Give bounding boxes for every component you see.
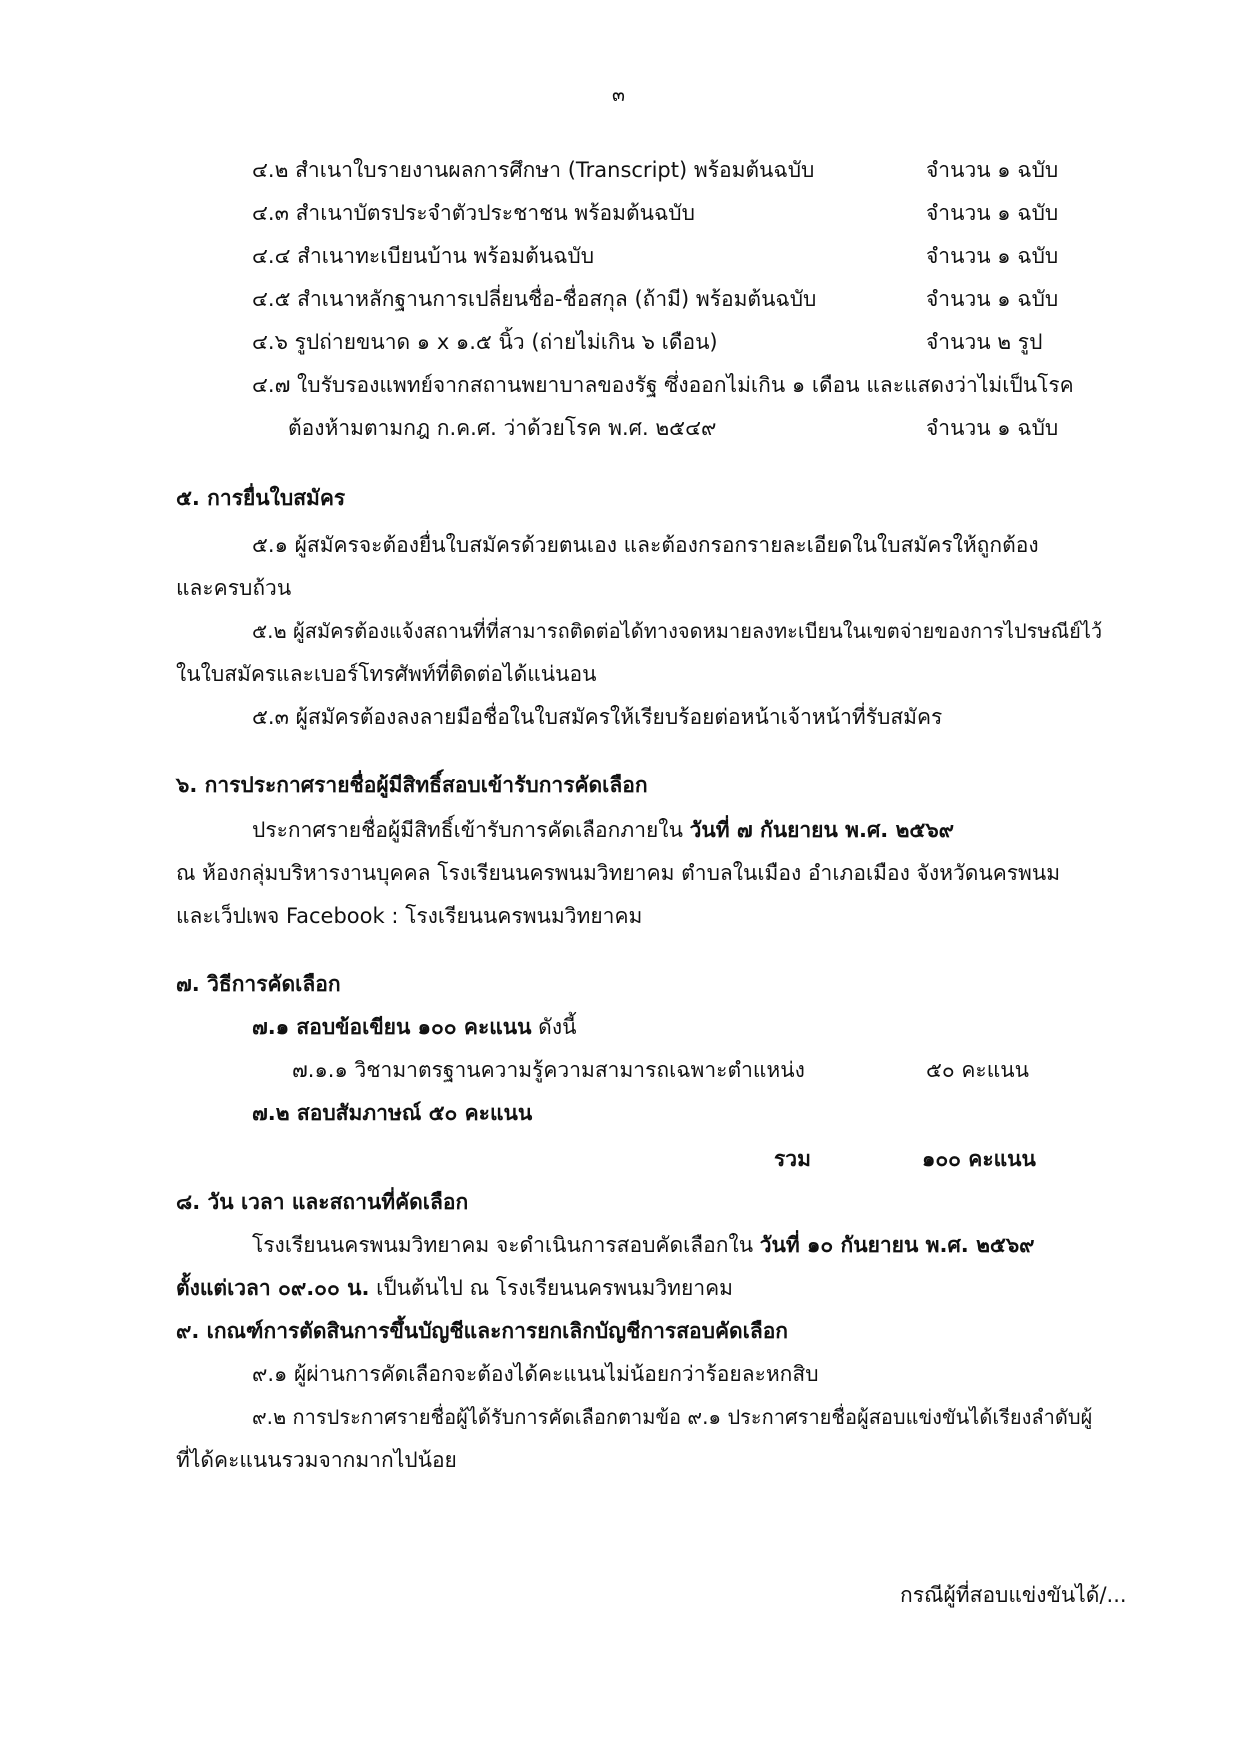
section-5-3: ๕.๓ ผู้สมัครต้องลงลายมือชื่อในใบสมัครให้เรียบร้อยต่อหน้าเจ้าหน้าที่รับสมัคร [252, 705, 943, 729]
section-7-1 [252, 1012, 576, 1042]
section-8-line1 [252, 1230, 1035, 1260]
section-7-2: ๗.๒ สอบสัมภาษณ์ ๕๐ คะแนน [252, 1101, 533, 1125]
section-7-1-title: ๗.๑ สอบข้อเขียน ๑๐๐ คะแนน [252, 1015, 532, 1039]
section-6-line3: และเว็ปเพจ Facebook : โรงเรียนนครพนมวิทยาคม [176, 904, 643, 928]
total-label: รวม [774, 1147, 811, 1171]
item-4-7-line2: ต้องห้ามตามกฎ ก.ค.ศ. ว่าด้วยโรค พ.ศ. ๒๕๔๙ [288, 416, 717, 440]
item-4-7-line1: ๔.๗ ใบรับรองแพทย์จากสถานพยาบาลของรัฐ ซึ่งออกไม่เกิน ๑ เดือน และแสดงว่าไม่เป็นโรค [252, 373, 1074, 397]
section-9-1: ๙.๑ ผู้ผ่านการคัดเลือกจะต้องได้คะแนนไม่น้อยกว่าร้อยละหกสิบ [252, 1362, 819, 1386]
section-5-1-line1: ๕.๑ ผู้สมัครจะต้องยื่นใบสมัครด้วยตนเอง และต้องกรอกรายละเอียดในใบสมัครให้ถูกต้อง [252, 533, 1039, 557]
exam-date: วันที่ ๑๐ กันยายน พ.ศ. ๒๕๖๙ [759, 1233, 1035, 1257]
item-4-4: ๔.๔ สำเนาทะเบียนบ้าน พร้อมต้นฉบับ [252, 244, 595, 268]
section-5-heading: ๕. การยื่นใบสมัคร [176, 486, 346, 510]
item-4-6-qty: จำนวน ๒ รูป [926, 330, 1043, 354]
continuation-note: กรณีผู้ที่สอบแข่งขันได้/... [900, 1583, 1127, 1607]
exam-time: ตั้งแต่เวลา ๐๙.๐๐ น. [176, 1276, 370, 1300]
item-4-7-qty: จำนวน ๑ ฉบับ [926, 416, 1059, 440]
page-number: ๓ [612, 84, 625, 106]
section-8-line2 [176, 1273, 733, 1303]
section-9-2-line1: ๙.๒ การประกาศรายชื่อผู้ได้รับการคัดเลือกตามข้อ ๙.๑ ประกาศรายชื่อผู้สอบแข่งขันได้เรียงลำดับผู้ [252, 1405, 1093, 1429]
section-7-1-1: ๗.๑.๑ วิชามาตรฐานความรู้ความสามารถเฉพาะตำแหน่ง [292, 1058, 805, 1082]
announcement-date: วันที่ ๗ กันยายน พ.ศ. ๒๕๖๙ [689, 818, 955, 842]
section-7-heading: ๗. วิธีการคัดเลือก [176, 972, 341, 996]
section-5-2-line2: ในใบสมัครและเบอร์โทรศัพท์ที่ติดต่อได้แน่นอน [176, 662, 597, 686]
section-8-heading: ๘. วัน เวลา และสถานที่คัดเลือก [176, 1190, 469, 1214]
item-4-2: ๔.๒ สำเนาใบรายงานผลการศึกษา (Transcript) พร้อมต้นฉบับ [252, 158, 815, 182]
section-7-1-suffix: ดังนี้ [531, 1015, 577, 1039]
section-6-heading: ๖. การประกาศรายชื่อผู้มีสิทธิ์สอบเข้ารับการคัดเลือก [176, 773, 648, 797]
section-6-line1-text: ประกาศรายชื่อผู้มีสิทธิ์เข้ารับการคัดเลือกภายใน [252, 818, 690, 842]
item-4-5: ๔.๕ สำเนาหลักฐานการเปลี่ยนชื่อ-ชื่อสกุล (ถ้ามี) พร้อมต้นฉบับ [252, 287, 817, 311]
item-4-2-qty: จำนวน ๑ ฉบับ [926, 158, 1059, 182]
section-5-2-line1: ๕.๒ ผู้สมัครต้องแจ้งสถานที่ที่สามารถติดต่อได้ทางจดหมายลงทะเบียนในเขตจ่ายของการไปรษณีย์ไว้ [252, 619, 1103, 643]
total-score: ๑๐๐ คะแนน [922, 1147, 1036, 1171]
section-9-2-line2: ที่ได้คะแนนรวมจากมากไปน้อย [176, 1448, 457, 1472]
item-4-3: ๔.๓ สำเนาบัตรประจำตัวประชาชน พร้อมต้นฉบับ [252, 201, 695, 225]
item-4-5-qty: จำนวน ๑ ฉบับ [926, 287, 1059, 311]
section-6-line2: ณ ห้องกลุ่มบริหารงานบุคคล โรงเรียนนครพนมวิทยาคม ตำบลในเมือง อำเภอเมือง จังหวัดนครพนม [176, 861, 1061, 885]
item-4-4-qty: จำนวน ๑ ฉบับ [926, 244, 1059, 268]
section-7-1-1-score: ๕๐ คะแนน [926, 1058, 1029, 1082]
item-4-3-qty: จำนวน ๑ ฉบับ [926, 201, 1059, 225]
item-4-6: ๔.๖ รูปถ่ายขนาด ๑ x ๑.๕ นิ้ว (ถ่ายไม่เกิน ๖ เดือน) [252, 330, 718, 354]
section-9-heading: ๙. เกณฑ์การตัดสินการขึ้นบัญชีและการยกเลิกบัญชีการสอบคัดเลือก [176, 1319, 789, 1343]
section-6-line1 [252, 815, 954, 845]
section-8-line2-text: เป็นต้นไป ณ โรงเรียนนครพนมวิทยาคม [369, 1276, 734, 1300]
section-5-1-line2: และครบถ้วน [176, 576, 292, 600]
section-8-line1-text: โรงเรียนนครพนมวิทยาคม จะดำเนินการสอบคัดเลือกใน [252, 1233, 760, 1257]
